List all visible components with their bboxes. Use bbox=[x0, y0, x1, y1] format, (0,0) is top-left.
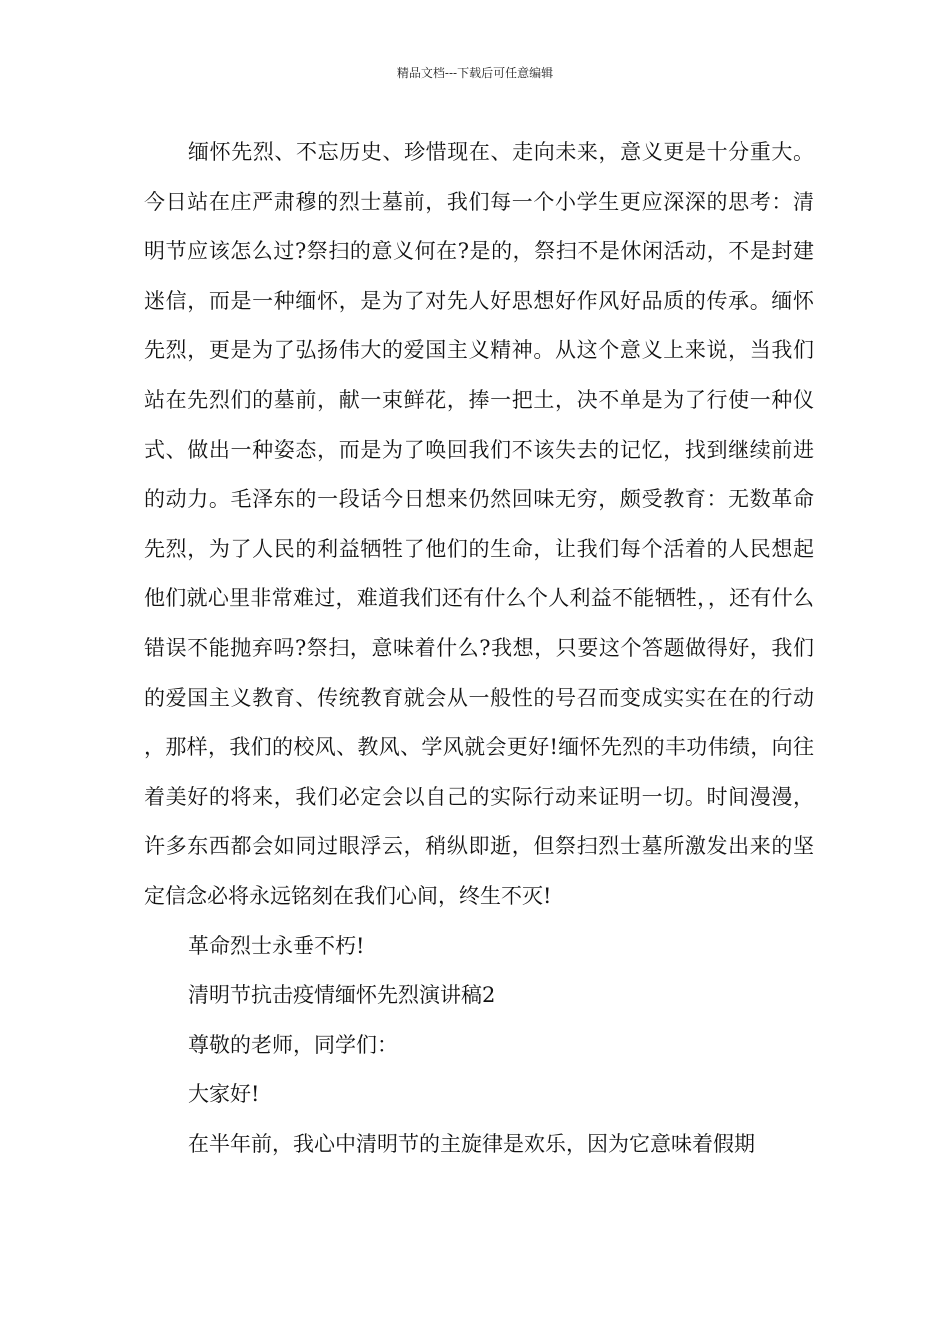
paragraph-slogan: 革命烈士永垂不朽! bbox=[188, 933, 365, 958]
paragraph-main: 缅怀先烈、不忘历史、珍惜现在、走向未来，意义更是十分重大。今日站在庄严肃穆的烈士墓前，我们每一个小学生更应深深的思考：清明节应该怎么过?祭扫的意义何在?是的，祭扫不是休闲活动，不是封建迷信，而是一种缅怀，是为了对先人好思想好作风好品质的传承。缅怀先烈，更是为了弘扬伟大的爱国主义精神。从这个意义上来说，当我们站在先烈们的墓前，献一束鲜花，捧一把土，决不单是为了行使一种仪式、做出一种姿态，而是为了唤回我们不该失去的记忆，找到继续前进的动力。毛泽东的一段话今日想来仍然回味无穷，颇受教育：无数革命先烈，为了人民的利益牺牲了他们的生命，让我们每个活着的人民想起他们就心里非常难过，难道我们还有什么个人利益不能牺牲，，还有什么错误不能抛弃吗?祭扫，意味着什么?我想，只要这个答题做得好，我们的爱国主义教育、传统教育就会从一般性的号召而变成实实在在的行动，那样，我们的校风、教风、学风就会更好!缅怀先烈的丰功伟绩，向往着美好的将来，我们必定会以自己的实际行动来证明一切。时间漫漫，许多东西都会如同过眼浮云，稍纵即逝，但祭扫烈士墓所激发出来的坚定信念必将永远铭刻在我们心间，终生不灭! bbox=[144, 140, 814, 908]
speech-title: 清明节抗击疫情缅怀先烈演讲稿2 bbox=[188, 983, 496, 1008]
document-body bbox=[144, 128, 814, 1169]
salutation: 尊敬的老师，同学们： bbox=[188, 1032, 398, 1057]
greeting: 大家好! bbox=[188, 1082, 260, 1107]
page-header: 精品文档---下载后可任意编辑 bbox=[396, 66, 554, 80]
paragraph-opening: 在半年前，我心中清明节的主旋律是欢乐，因为它意味着假期 bbox=[188, 1131, 755, 1156]
